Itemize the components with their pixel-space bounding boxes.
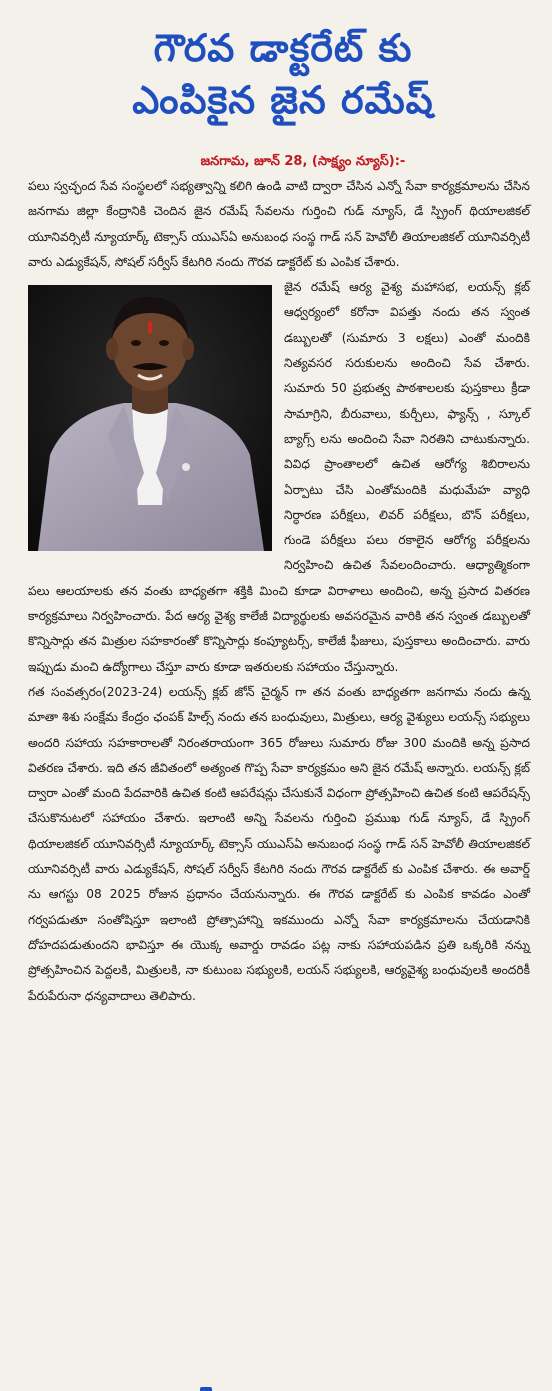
dateline: జనగామ, జూన్ 28, (సాక్ష్యం న్యూస్):- — [200, 154, 406, 169]
article-paragraph-2: జైన రమేష్ ఆర్య వైశ్య మహాసభ, లయన్స్ క్లబ్ ఆధ్వర్యంలో కరోనా విపత్తు నందు తన స్వంత డబ్బులతో (సుమారు 3 లక్షలు) ఎంతో మందికి నిత్యవసర సరుకులను అందించి సేవ చేశారు. సుమారు 50 ప్రభుత్వ పాఠశాలలకు పుస్తకాలు క్రీడా సామాగ్రిని, బీరువాలు, కుర్చీలు, ఫ్యాన్స్ , స్కూల్ బ్యాగ్స్ లను అందించి సేవా నిరతిని చాటుకున్నారు. వివిధ ప్రాంతాలలో ఉచిత ఆరోగ్య శిబిరాలను ఏర్పాటు చేసి ఎంతోమందికి మధుమేహ వ్యాధి నిర్ధారణ పరీక్షలు, లివర్ పరీక్షలు, బొన్ పరీక్షలు, గుండె పరీక్షలు పలు రకాలైన ఆరోగ్య పరీక్షలను నిర్వహించి ఉచిత సేవలందించారు. ఆధ్యాత్మికంగా పలు ఆలయాలకు తన వంతు బాధ్యతగా శక్తికి మించి కూడా విరాళాలు అందించి, అన్న ప్రసాద వితరణ కార్యక్రమాలు నిర్వహించారు. పేద ఆర్య వైశ్య కాలేజీ విద్యార్థులకు అవసరమైన వారికి తన స్వంత డబ్బులతో కొన్నిసార్లు తన మిత్రుల సహకారంతో కొన్నిసార్లు కంప్యూటర్స్, కాలేజీ ఫీజులు, పుస్తకాలు అందించారు. వారు ఇప్పుడు మంచి ఉద్యోగాలు చేస్తూ వారు కూడా ఇతరులకు సహాయం చేస్తున్నారు. — [28, 280, 530, 674]
headline-line-2: ఎంపికైన జైన రమేష్ — [132, 78, 434, 122]
article-paragraph-3: గత సంవత్సరం(2023-24) లయన్స్ క్లబ్ జోన్ చైర్మన్ గా తన వంతు బాధ్యతగా జనగామ నందు ఉన్న మాతా శిశు సంక్షేమ కేంద్రం ఛంపక్ హిల్స్ నందు తన బంధువులు, మిత్రులు, ఆర్య వైశ్యులు లయన్స్ సభ్యులు అందరి సహాయ సహకారాలతో నిరంతరాయంగా 365 రోజులు సుమారు రోజు 300 మందికి అన్న ప్రసాద వితరణ చేశారు. ఇది తన జీవితంలో అత్యంత గొప్ప సేవా కార్యక్రమం అని జైన రమేష్ అన్నారు. లయన్స్ క్లబ్ ద్వారా ఎంతో మంది పేదవారికి ఉచిత కంటి ఆపరేషన్లు చేసుకునే విధంగా ప్రోత్సహించి ఉచిత కంటి ఆపరేషన్స్ చేసుకొనుటలో సహాయం చేశారు. ఇలాంటి అన్ని సేవలను గుర్తించి ప్రముఖ గుడ్ న్యూస్, డే స్ప్రింగ్ థియాలజికల్ యూనివర్సిటీ న్యూయార్క్ టెక్సాస్ యుఎస్ఏ అనుబంధ సంస్థ గాడ్ సన్ హెవోలీ తియాలజికల్ యూనివర్సిటీ వారు ఎడ్యుకేషన్, సోషల్ సర్వీస్ కేటగిరి నందు గౌరవ డాక్టరేట్ కు ఎంపిక చేశారు. ఈ అవార్డ్ ను ఆగస్టు 08 2025 రోజున ప్రధానం చేయనున్నారు. ఈ గౌరవ డాక్టరేట్ కు ఎంపిక కావడం ఎంతో గర్వపడుతూ సంతోషిస్తూ ఇలాంటి ప్రోత్సాహాన్ని ఇకముందు ఎన్నో సేవా కార్యక్రమాలను చేయడానికి దోహదపడుతుందని భావిస్తూ ఈ యొక్క అవార్డు రావడం పట్ల నాకు సహాయపడిన ప్రతి ఒక్కరికి నన్ను ప్రోత్సహించిన పెద్దలకి, మిత్రులకి, నా కుటుంబ సభ్యులకి, లయన్ సభ్యులకి, ఆర్యవైశ్య బంధువులకి అందరికీ పేరుపేరునా ధన్యవాదాలు తెలిపారు. — [28, 684, 530, 1003]
decorative-mark — [200, 1387, 212, 1391]
article-paragraph-1: పలు స్వచ్ఛంద సేవ సంస్థలలో సభ్యత్వాన్ని కలిగి ఉండి వాటి ద్వారా చేసిన ఎన్నో సేవా కార్యక్రమాలను చేసిన జనగామ జిల్లా కేంద్రానికి చెందిన జైన రమేష్ సేవలను గుర్తించి గుడ్ న్యూస్, డే స్ప్రింగ్ థియాలజికల్ యూనివర్సిటీ న్యూయార్క్ టెక్సాస్ యుఎస్ఏ అనుబంధ సంస్థ గాడ్ సన్ హెవోలీ తియాలజికల్ యూనివర్సిటీ వారు ఎడ్యుకేషన్, సోషల్ సర్వీస్ కేటగిరి నందు గౌరవ డాక్టరేట్ కు ఎంపిక చేశారు. — [28, 179, 530, 269]
portrait-photo — [28, 285, 272, 551]
headline — [28, 22, 530, 126]
headline-line-1: గౌరవ డాక్టరేట్ కు — [153, 26, 413, 70]
